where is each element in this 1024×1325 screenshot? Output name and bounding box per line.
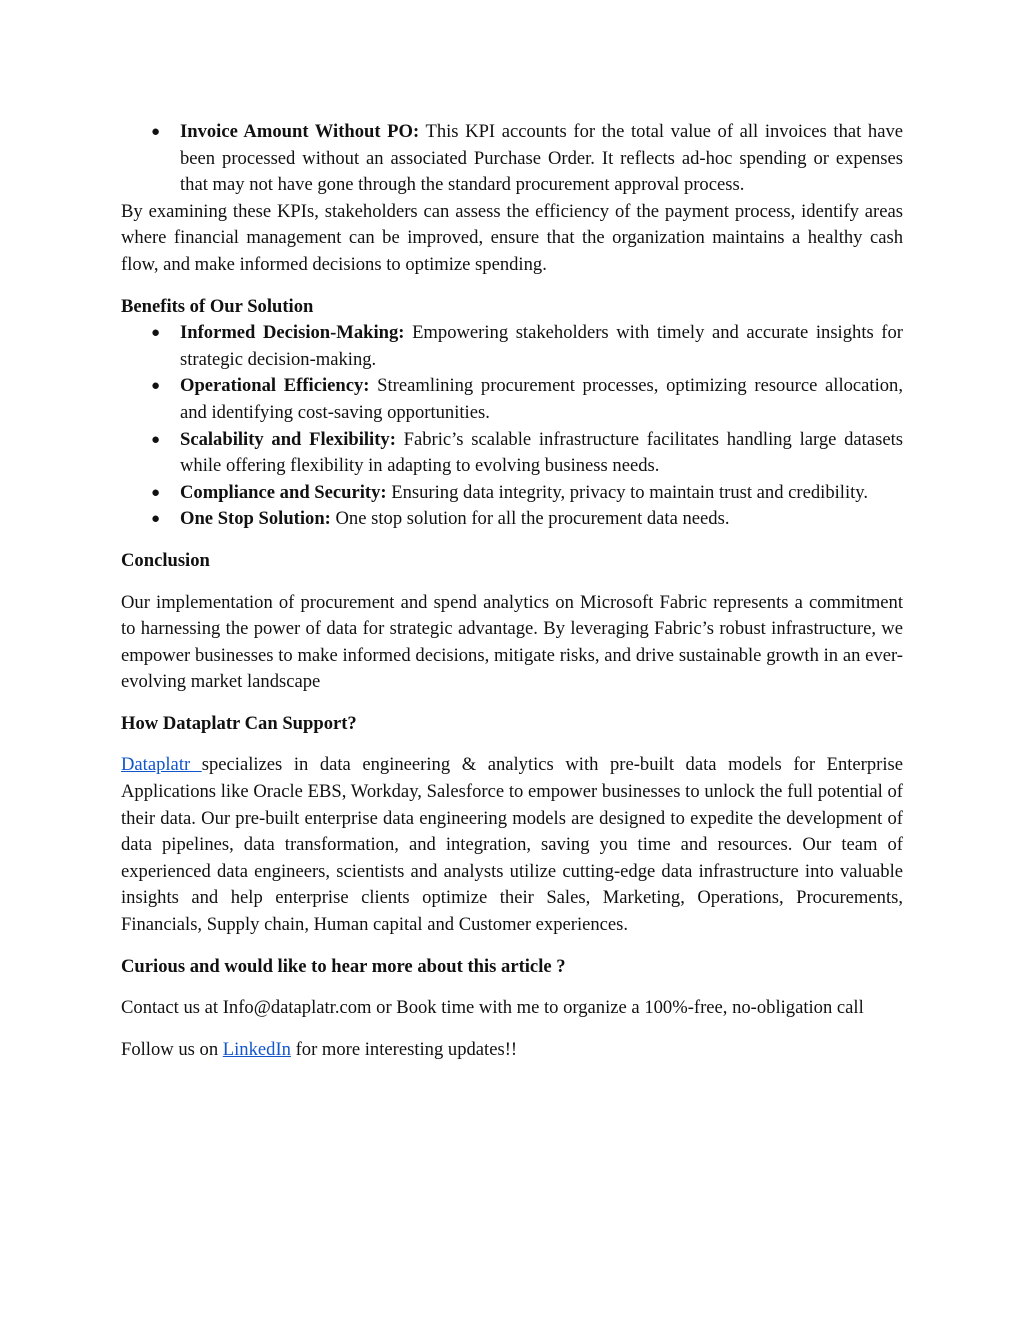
list-item	[121, 480, 903, 507]
support-paragraph	[121, 752, 903, 938]
list-item	[121, 119, 903, 199]
support-heading: How Dataplatr Can Support?	[121, 712, 357, 734]
benefit-term: Operational Efficiency:	[180, 375, 370, 397]
follow-suffix: for more interesting updates!!	[290, 1038, 518, 1060]
contact-paragraph: Contact us at Info@dataplatr.com or Book time with me to organize a 100%-free, no-obligation call	[121, 997, 864, 1019]
benefits-heading: Benefits of Our Solution	[121, 295, 314, 317]
bullet-icon: ●	[151, 511, 161, 528]
support-text: specializes in data engineering & analytics with pre-built data models for Enterprise Applications like Oracle EBS, Workday, Salesforce to empower businesses to unlock the full potential of their data. Our pre-built enterprise data engineering models are designed to expedite the development of data pipelines, data transformation, and integration, saving you time and resources. Our team of experienced data engineers, scientists and analysts utilize cutting-edge data infrastructure into valuable insights and help enterprise clients optimize their Sales, Marketing, Operations, Procurements, Financials, Supply chain, Human capital and Customer experiences.	[121, 754, 903, 936]
list-item	[121, 506, 903, 533]
follow-paragraph	[121, 1037, 903, 1064]
bullet-icon: ●	[151, 431, 161, 448]
kpi-summary-paragraph: By examining these KPIs, stakeholders can assess the efficiency of the payment process, identify areas where financial management can be improved, ensure that the organization maintains a healthy cash flow, and make informed decisions to optimize spending.	[121, 200, 903, 275]
kpi-term: Invoice Amount Without PO:	[180, 121, 420, 142]
dataplatr-link[interactable]: Dataplatr	[121, 754, 202, 776]
bullet-icon: ●	[151, 124, 161, 140]
bullet-icon: ●	[151, 325, 161, 342]
bullet-icon: ●	[151, 484, 161, 501]
conclusion-heading: Conclusion	[121, 549, 210, 571]
follow-prefix: Follow us on	[121, 1038, 223, 1060]
benefit-term: Informed Decision-Making:	[180, 322, 405, 344]
list-item	[121, 373, 903, 426]
kpi-bullet-list	[121, 119, 903, 199]
conclusion-paragraph: Our implementation of procurement and spend analytics on Microsoft Fabric represents a commitment to harnessing the power of data for strategic advantage. By leveraging Fabric’s robust infrastructure, we empower businesses to make informed decisions, mitigate risks, and drive sustainable growth in an ever-evolving market landscape	[121, 591, 903, 693]
benefit-term: One Stop Solution:	[180, 508, 331, 530]
benefit-description: Ensuring data integrity, privacy to maintain trust and credibility.	[386, 481, 869, 503]
list-item	[121, 427, 903, 480]
benefit-description: Fabric’s scalable infrastructure facilitates handling large datasets while offering flexibility in adapting to evolving business needs.	[180, 428, 903, 477]
document-page	[121, 119, 903, 1063]
benefits-list	[121, 320, 903, 533]
benefit-term: Scalability and Flexibility:	[180, 428, 396, 450]
linkedin-link[interactable]: LinkedIn	[222, 1038, 291, 1060]
bullet-icon: ●	[151, 378, 161, 395]
benefit-description: Streamlining procurement processes, optimizing resource allocation, and identifying cost-saving opportunities.	[180, 375, 904, 423]
benefit-description: One stop solution for all the procurement data needs.	[330, 508, 730, 530]
benefit-term: Compliance and Security:	[180, 481, 387, 503]
kpi-description: This KPI accounts for the total value of all invoices that have been processed without an associated Purchase Order. It reflects ad-hoc spending or expenses that may not have gone through the standard procurement approval process.	[180, 121, 903, 196]
curious-heading: Curious and would like to hear more about this article ?	[121, 955, 566, 977]
list-item	[121, 320, 903, 373]
benefit-description: Empowering stakeholders with timely and accurate insights for strategic decision-making.	[180, 322, 903, 370]
